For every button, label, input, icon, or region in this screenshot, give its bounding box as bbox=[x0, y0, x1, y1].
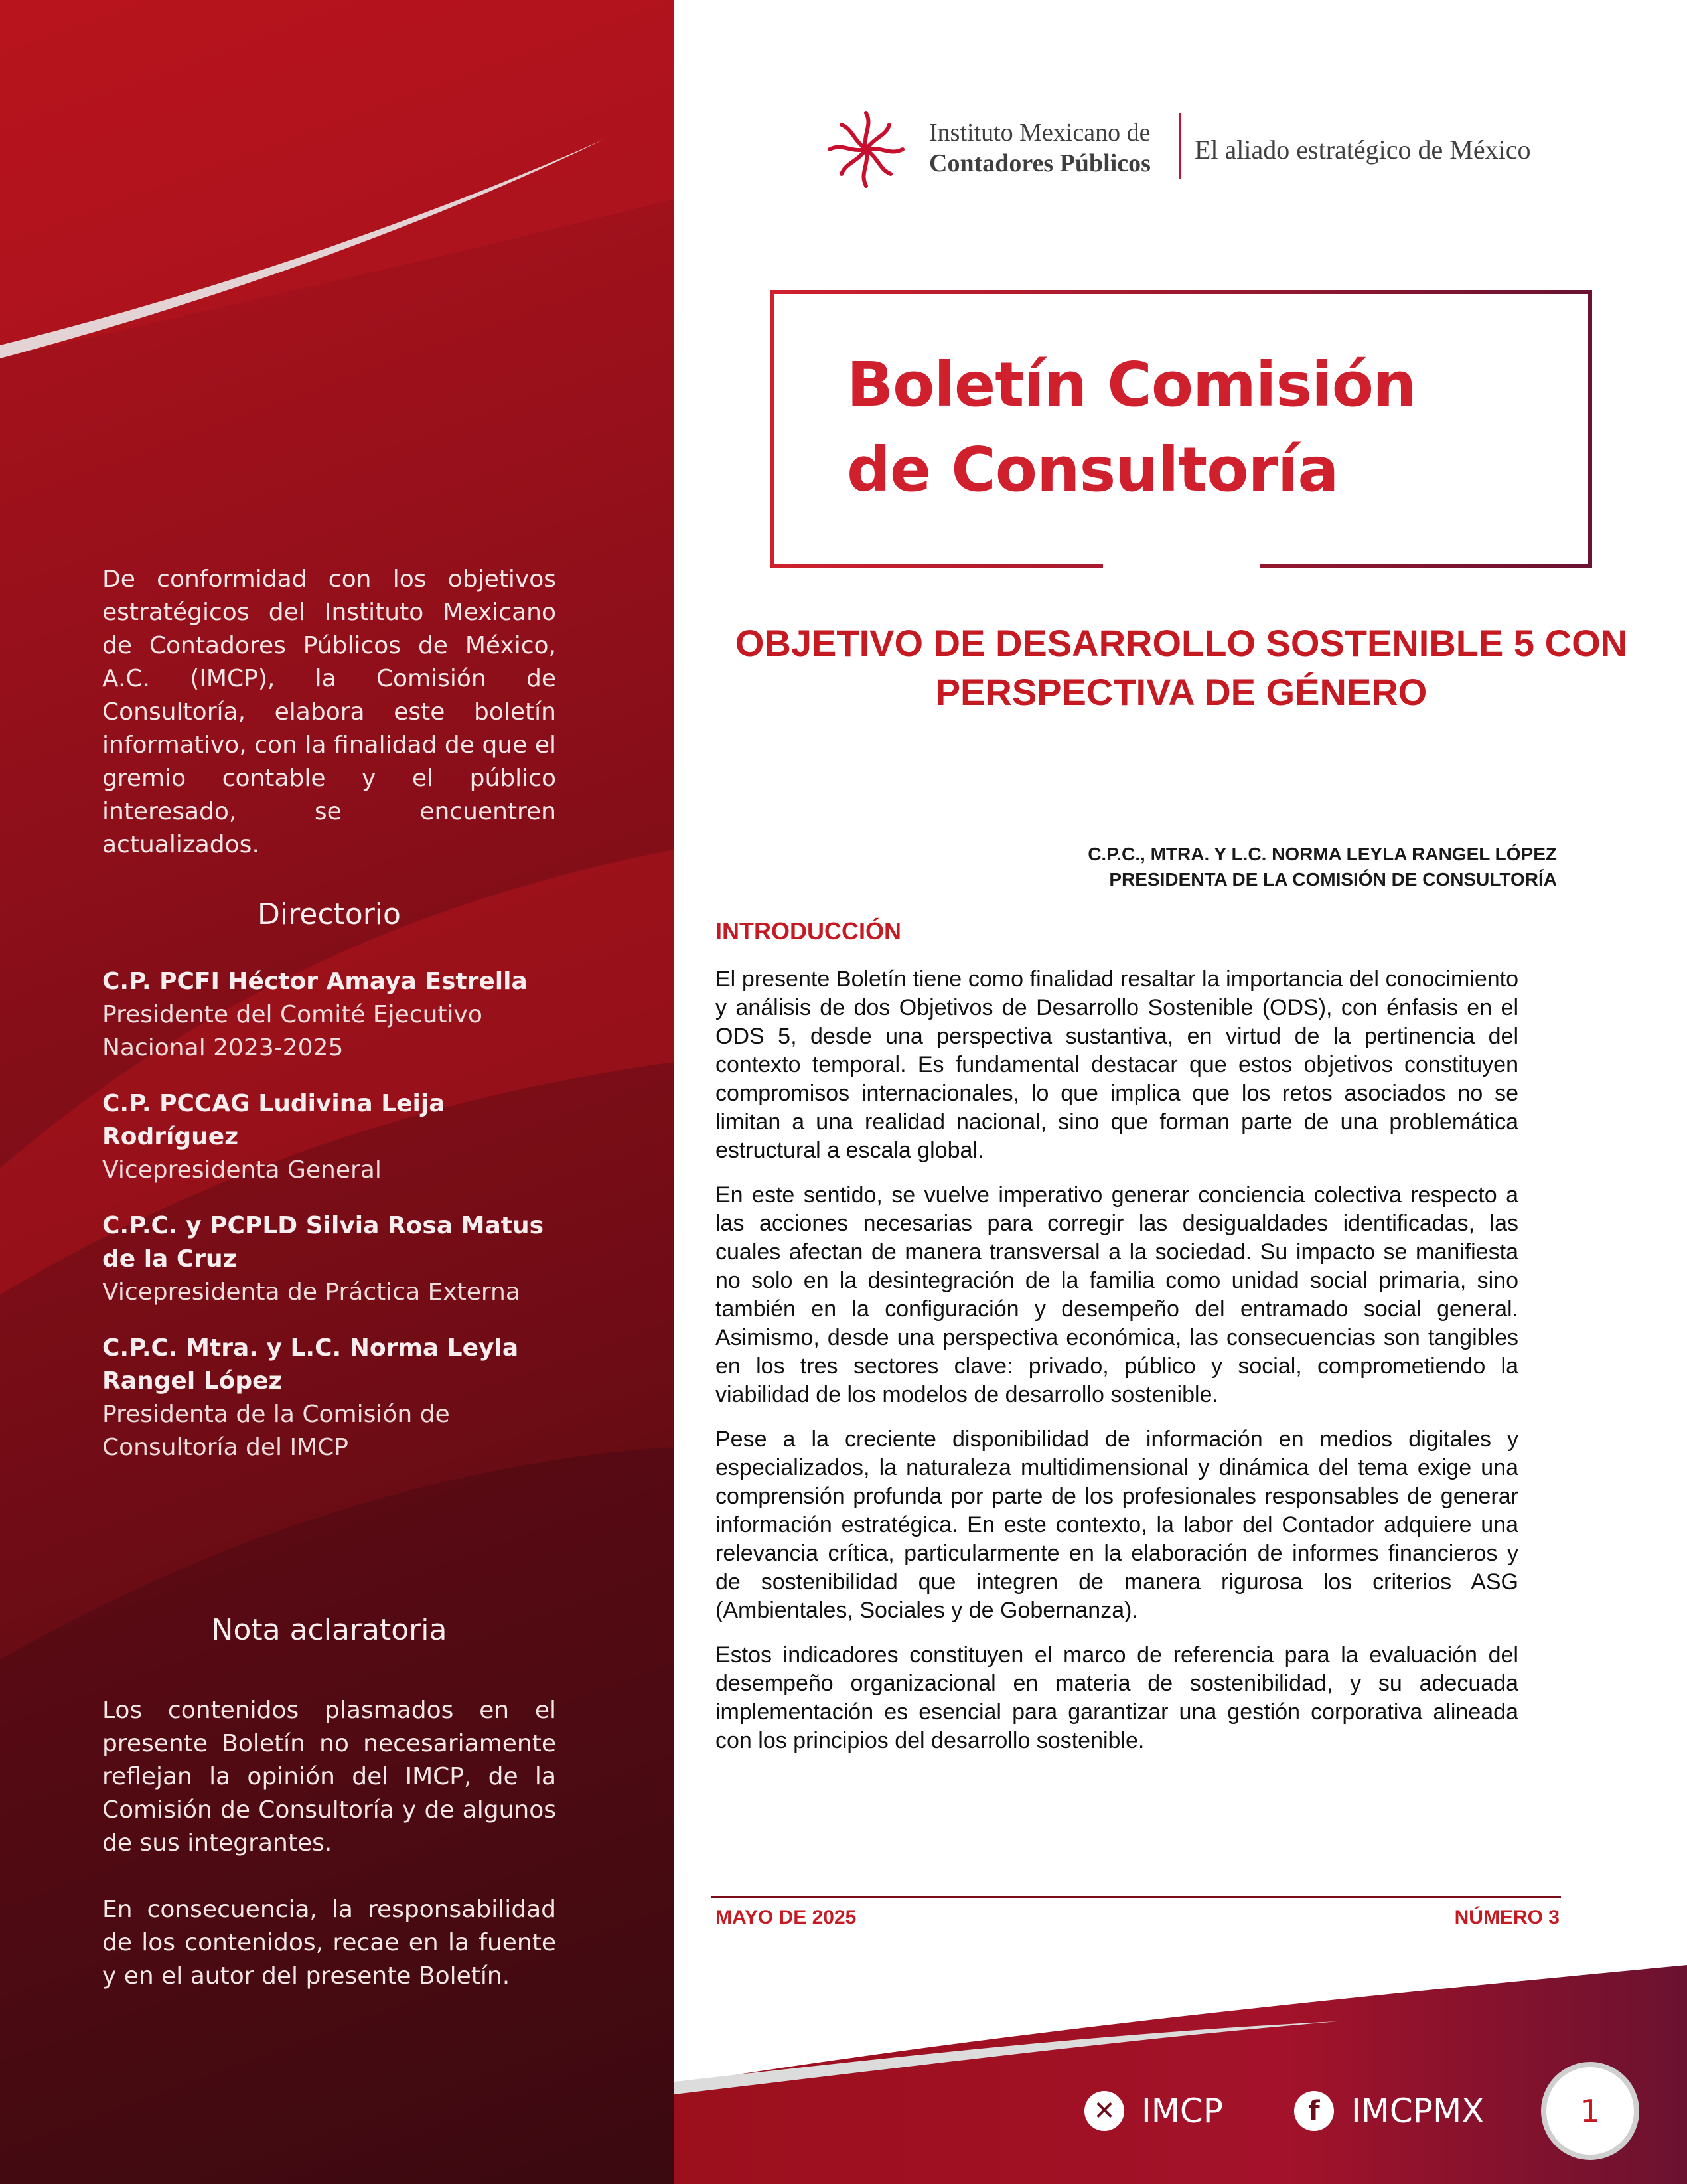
social-facebook-handle: IMCPMX bbox=[1351, 2092, 1485, 2130]
directorio-role: Presidente del Comité Ejecutivo Nacional 2023-2025 bbox=[102, 1001, 482, 1061]
logo-text-line2: Contadores Públicos bbox=[929, 149, 1151, 177]
directorio-name: C.P. PCCAG Ludivina Leija Rodríguez bbox=[102, 1090, 445, 1150]
imcp-header-logo bbox=[823, 106, 1553, 193]
document-title: OBJETIVO DE DESARROLLO SOSTENIBLE 5 CON PERSPECTIVA DE GÉNERO bbox=[735, 622, 1628, 713]
directorio-entry bbox=[102, 1332, 556, 1464]
nota-aclaratoria bbox=[102, 1694, 556, 2026]
logo-separator bbox=[1179, 113, 1181, 179]
sidebar-intro: De conformidad con los objetivos estratégicos del Instituto Mexicano de Contadores Públicos de México, A.C. (IMCP), la Comisión de Consultoría, elabora este boletín informativo, con la finalidad de que el gremio contable y el público interesado, se encuentren actualizados. bbox=[102, 566, 556, 858]
directorio-list bbox=[102, 965, 556, 1487]
directorio-entry bbox=[102, 1087, 556, 1187]
footer-divider bbox=[711, 1896, 1561, 1898]
bulletin-title-line2: de Consultoría bbox=[847, 434, 1339, 505]
page-number: 1 bbox=[1541, 2062, 1639, 2160]
bottom-decorative-band bbox=[674, 1952, 1687, 2184]
section-heading-introduccion: INTRODUCCIÓN bbox=[715, 917, 901, 945]
directorio-entry bbox=[102, 965, 556, 1065]
social-x-handle: IMCP bbox=[1141, 2092, 1223, 2130]
directorio-entry bbox=[102, 1209, 556, 1309]
title-box-frame bbox=[770, 289, 1593, 568]
author-name: C.P.C., MTRA. Y L.C. NORMA LEYLA RANGEL LÓPEZ bbox=[1088, 844, 1557, 864]
social-facebook[interactable] bbox=[1294, 2091, 1484, 2131]
bulletin-title-box bbox=[770, 289, 1593, 568]
directorio-role: Vicepresidenta de Práctica Externa bbox=[102, 1279, 520, 1306]
body-paragraph: Pese a la creciente disponibilidad de información en medios digitales y especializados, la naturaleza multidimensional y dinámica del tema exige una comprensión profunda por parte de los profesionales responsables de generar información estratégica. En este contexto, la labor del Contador adquiere una relevancia crítica, particularmente en la elaboración de informes financieros y de sostenibilidad que integren de manera rigurosa los criterios ASG (Ambientales, Sociales y de Gobernanza). bbox=[715, 1427, 1518, 1623]
body-paragraph: En este sentido, se vuelve imperativo generar conciencia colectiva respecto a las acciones necesarias para corregir las desigualdades identificadas, las cuales afectan de manera transversal a la sociedad. Su impacto se manifiesta no solo en la desintegración de la familia como unidad social primaria, sino también en la configuración y desempeño del entramado social general. Asimismo, desde una perspectiva económica, las consecuencias son tangibles en los tres sectores clave: privado, público y social, comprometiendo la viabilidad de los modelos de desarrollo sostenible. bbox=[715, 1182, 1518, 1407]
nota-paragraph: En consecuencia, la responsabilidad de los contenidos, recae en la fuente y en el autor del presente Boletín. bbox=[102, 1896, 556, 1989]
author-position: PRESIDENTA DE LA COMISIÓN DE CONSULTORÍA bbox=[1109, 869, 1557, 890]
body-paragraph: Estos indicadores constituyen el marco de referencia para la evaluación del desempeño organizacional en materia de sostenibilidad, y su adecuada implementación es esencial para garantizar una gestión corporativa alineada con los principios del desarrollo sostenible. bbox=[715, 1642, 1518, 1753]
sidebar bbox=[0, 0, 674, 2184]
logo-tagline: El aliado estratégico de México bbox=[1195, 135, 1531, 165]
directorio-heading: Directorio bbox=[257, 897, 401, 931]
logo-text-line1: Instituto Mexicano de bbox=[929, 119, 1151, 147]
author-block bbox=[1088, 842, 1557, 892]
footer-issue-number: NÚMERO 3 bbox=[1454, 1907, 1560, 1928]
directorio-name: C.P. PCFI Héctor Amaya Estrella bbox=[102, 968, 528, 995]
imcp-flower-logo-icon bbox=[823, 106, 909, 193]
directorio-role: Presidenta de la Comisión de Consultoría del IMCP bbox=[102, 1401, 450, 1461]
facebook-logo-icon: f bbox=[1294, 2091, 1334, 2131]
nota-paragraph: Los contenidos plasmados en el presente Boletín no necesariamente reflejan la opinión del IMCP, de la Comisión de Consultoría y de algunos de sus integrantes. bbox=[102, 1697, 556, 1857]
directorio-name: C.P.C. y PCPLD Silvia Rosa Matus de la Cruz bbox=[102, 1212, 544, 1273]
body-paragraph: El presente Boletín tiene como finalidad resaltar la importancia del conocimiento y análisis de dos Objetivos de Desarrollo Sostenible (ODS), con énfasis en el ODS 5, desde una perspectiva sustantiva, en virtud de la pertinencia del contexto temporal. Es fundamental destacar que estos objetivos constituyen compromisos internacionales, lo que implica que los retos asociados no se limitan a una realidad nacional, sino que forman parte de una problemática estructural a escala global. bbox=[715, 967, 1518, 1163]
bulletin-title-line1: Boletín Comisión bbox=[847, 349, 1416, 420]
footer-date: MAYO DE 2025 bbox=[715, 1907, 857, 1928]
x-logo-icon: ✕ bbox=[1084, 2091, 1124, 2131]
body-text bbox=[715, 965, 1518, 1771]
directorio-name: C.P.C. Mtra. y L.C. Norma Leyla Rangel López bbox=[102, 1334, 519, 1395]
social-x[interactable] bbox=[1084, 2091, 1223, 2131]
nota-heading: Nota aclaratoria bbox=[211, 1613, 447, 1647]
directorio-role: Vicepresidenta General bbox=[102, 1156, 382, 1184]
